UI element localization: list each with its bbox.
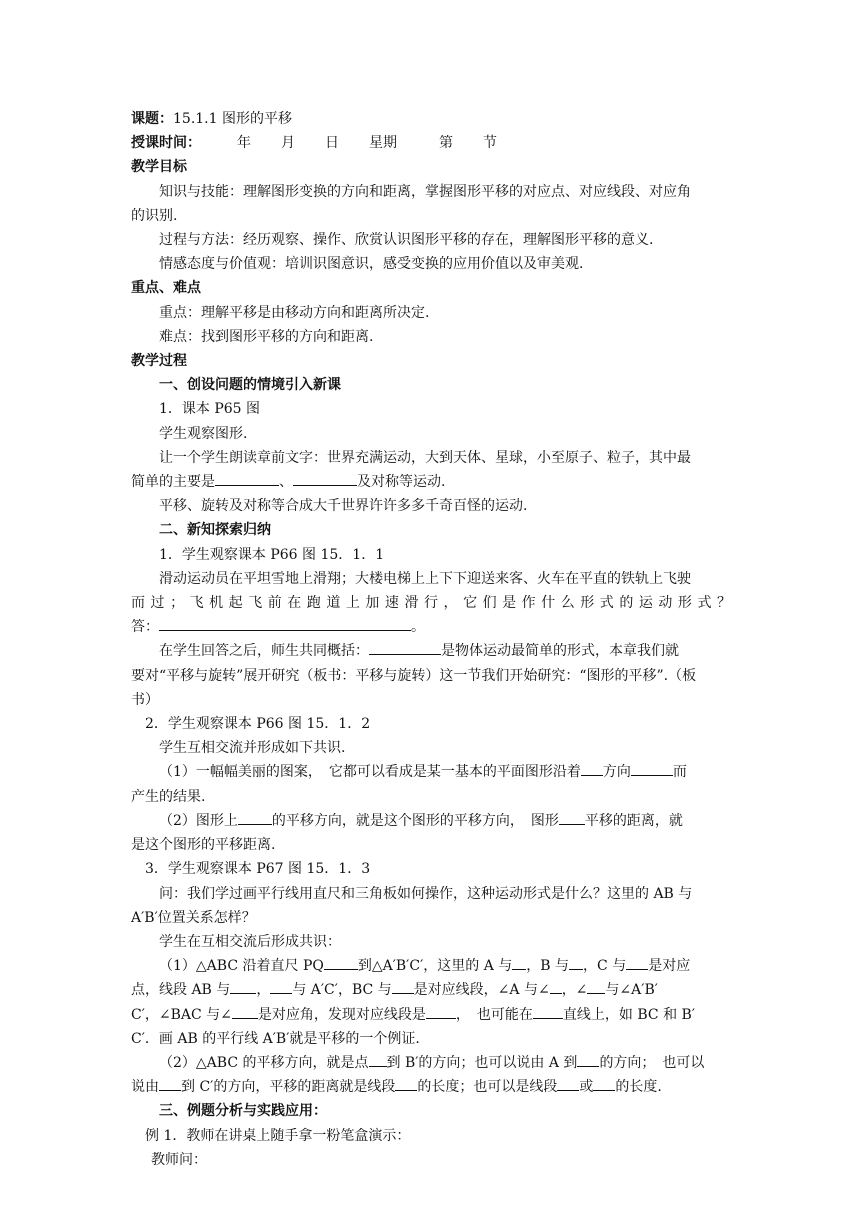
r1-line3-d: 直线上，如 BC 和 B′: [562, 1006, 695, 1023]
question1-answer: [131, 615, 731, 639]
r1-line2-a: 点，线段 AB 与: [131, 982, 231, 999]
point1-text-a: （1）一幅幅美丽的图案， 它都可以看成是某一基本的平面图形沿着: [159, 764, 581, 781]
key-point: 重点：理解平移是由移动方向和距离所决定.: [159, 304, 430, 321]
question1-line1: 滑动运动员在平坦雪地上滑翔；大楼电梯上上下下迎送来客、火车在平直的铁轨上飞驶: [159, 570, 691, 587]
difficult-point: 难点：找到图形平移的方向和距离.: [159, 328, 374, 345]
read-text-a: 简单的主要是: [131, 474, 215, 491]
question3-line1: 问：我们学过画平行线用直尺和三角板如何操作，这种运动形式是什么？这里的 AB 与: [159, 885, 693, 902]
teacher-ask-text: 教师问：: [151, 1151, 207, 1168]
result1-line2: [131, 978, 731, 1002]
time-line: [131, 131, 731, 155]
section2-item3: 3．学生观察课本 P67 图 15．1．3: [145, 861, 371, 878]
section2-item1: 1．学生观察课本 P66 图 15．1．1: [159, 546, 385, 563]
time-ordinal: 第: [439, 135, 453, 152]
section1-observe: 学生观察图形.: [159, 425, 248, 442]
r1-text-c: ，B 与: [526, 958, 570, 975]
section1-read-cont: [131, 470, 731, 494]
section3-title: 三、例题分析与实践应用：: [159, 1103, 327, 1120]
r1-line3-c: ， 也可能在: [455, 1006, 533, 1023]
goal-process: 过程与方法：经历观察、操作、欣赏认识图形平移的存在，理解图形平移的意义.: [159, 232, 654, 249]
fill-blank: [581, 761, 603, 776]
fill-blank: [512, 955, 526, 970]
conclusion-text-b: 是物体运动最简单的形式，本章我们就: [441, 643, 679, 660]
time-weekday: 星期: [369, 135, 397, 152]
section1-item1: 1．课本 P65 图: [159, 401, 261, 418]
r1-line3-a: C′，∠BAC 与∠: [131, 1006, 232, 1023]
r1-text-b: 到△A′B′C′，这里的 A 与: [357, 958, 513, 975]
conclusion-line2: 要对“平移与旋转”展开研究（板书：平移与旋转）这一节我们开始研究：“图形的平移”.（板: [131, 667, 697, 684]
fill-blank: [426, 1004, 456, 1019]
fill-blank: [392, 979, 414, 994]
answer-end: 。: [411, 619, 425, 636]
r2-line2-a: 说由: [131, 1079, 159, 1096]
r2-text-a: （2）△ABC 的平移方向，就是点: [159, 1054, 369, 1071]
r1-text-a: （1）△ABC 沿着直尺 PQ: [159, 958, 324, 975]
point2-line2: 是这个图形的平移距离.: [131, 837, 276, 854]
result1-line4: C′．画 AB 的平行线 A′B′就是平移的一个例证.: [131, 1030, 420, 1047]
read-text-b: 、: [279, 474, 293, 491]
r1-line2-b: ，: [256, 982, 271, 999]
fill-blank: [270, 979, 292, 994]
fill-blank: [159, 616, 411, 631]
process-heading: 教学过程: [131, 353, 187, 370]
time-month: 月: [281, 135, 295, 152]
question3-line2: A′B′位置关系怎样？: [131, 909, 256, 926]
time-day: 日: [325, 135, 339, 152]
section1-read: 让一个学生朗读章前文字：世界充满运动，大到天体、星球，小至原子、粒子，其中最: [159, 449, 691, 466]
fill-blank: [557, 1076, 579, 1091]
result2-line1: [131, 1051, 731, 1075]
point1-line2: 产生的结果.: [131, 788, 206, 805]
point1-text-c: 而: [672, 764, 687, 781]
result1-line1: [131, 954, 731, 978]
r1-text-e: 是对应: [648, 958, 691, 975]
fill-blank: [559, 810, 585, 825]
fill-blank: [569, 955, 583, 970]
fill-blank: [587, 979, 605, 994]
topic-value: 15.1.1 图形的平移: [173, 111, 292, 127]
fill-blank: [395, 1076, 417, 1091]
conclusion-line1: [131, 639, 731, 663]
time-period: 节: [483, 135, 497, 152]
point2-text-a: （2）图形上: [159, 812, 238, 829]
fill-blank: [533, 1004, 563, 1019]
fill-blank: [577, 1052, 599, 1067]
goal-knowledge-cont: 的识别.: [131, 207, 178, 224]
time-label: 授课时间：: [131, 135, 201, 152]
fill-blank: [593, 1076, 615, 1091]
answer-label: 答：: [131, 619, 159, 636]
point2-line1: [131, 809, 731, 833]
share-line: 学生互相交流并形成如下共识.: [159, 740, 346, 757]
r2-line2-d: 或: [579, 1079, 594, 1096]
r1-line2-f: 与∠A′B′: [605, 982, 658, 999]
read-text-c: 及对称等运动.: [357, 474, 446, 491]
fill-blank: [293, 471, 357, 486]
key-points-heading: 重点、难点: [131, 280, 201, 297]
conclusion-line3: 书）: [131, 691, 159, 708]
fill-blank: [626, 955, 648, 970]
r1-line2-c: 与 A′C′，BC 与: [292, 982, 392, 999]
r1-text-d: ，C 与: [583, 958, 627, 975]
section2-title: 二、新知探索归纳: [159, 522, 271, 539]
section1-title: 一、创设问题的情境引入新课: [159, 377, 341, 394]
point2-text-b: 的平移方向，就是这个图形的平移方向， 图形: [271, 812, 559, 829]
fill-blank: [550, 979, 562, 994]
question1-line2: 而过；飞机起飞前在跑道上加速滑行，它们是作什么形式的运动形式？: [131, 595, 731, 612]
fill-blank: [324, 955, 358, 970]
time-year: 年: [237, 135, 251, 152]
fill-blank: [631, 761, 673, 776]
fill-blank: [369, 640, 441, 655]
point1-text-b: 方向: [602, 764, 631, 781]
fill-blank: [159, 1076, 181, 1091]
topic-label: 课题：: [131, 111, 173, 127]
point1-line1: [131, 760, 731, 784]
consensus-line: 学生在互相交流后形成共识：: [159, 933, 341, 950]
example1: 例 1．教师在讲桌上随手拿一粉笔盒演示：: [145, 1127, 411, 1144]
goal-knowledge: [131, 180, 731, 204]
r2-text-c: 的方向； 也可以: [599, 1054, 705, 1071]
r1-line2-e: ，∠: [561, 982, 588, 999]
goal-knowledge-line1: 知识与技能：理解图形变换的方向和距离，掌握图形平移的对应点、对应线段、对应角: [159, 183, 691, 200]
section1-summary: 平移、旋转及对称等合成大千世界许许多多千奇百怪的运动.: [159, 498, 528, 515]
goal-emotion: 情感态度与价值观：培训识图意识，感受变换的应用价值以及审美观.: [159, 256, 584, 273]
result2-line2: [131, 1075, 731, 1099]
r2-text-b: 到 B′的方向；也可以说由 A 到: [386, 1054, 578, 1071]
fill-blank: [215, 471, 279, 486]
conclusion-text-a: 在学生回答之后，师生共同概括：: [159, 643, 369, 660]
teacher-ask: [131, 1148, 731, 1172]
section2-item2: 2．学生观察课本 P66 图 15．1．2: [145, 716, 371, 733]
point2-text-c: 平移的距离，就: [584, 812, 683, 829]
result1-line3: [131, 1003, 731, 1027]
r1-line3-b: 是对应角，发现对应线段是: [257, 1006, 426, 1023]
fill-blank: [369, 1052, 387, 1067]
goals-heading: 教学目标: [131, 159, 187, 176]
r2-line2-e: 的长度.: [615, 1079, 662, 1096]
r2-line2-c: 的长度；也可以是线段: [417, 1079, 558, 1096]
r2-line2-b: 到 C′的方向，平移的距离就是线段: [181, 1079, 396, 1096]
lesson-plan: [131, 107, 731, 1172]
r1-line2-d: 是对应线段，∠A 与∠: [413, 982, 550, 999]
fill-blank: [238, 810, 272, 825]
topic-line: [131, 107, 731, 131]
fill-blank: [232, 1004, 258, 1019]
fill-blank: [230, 979, 256, 994]
